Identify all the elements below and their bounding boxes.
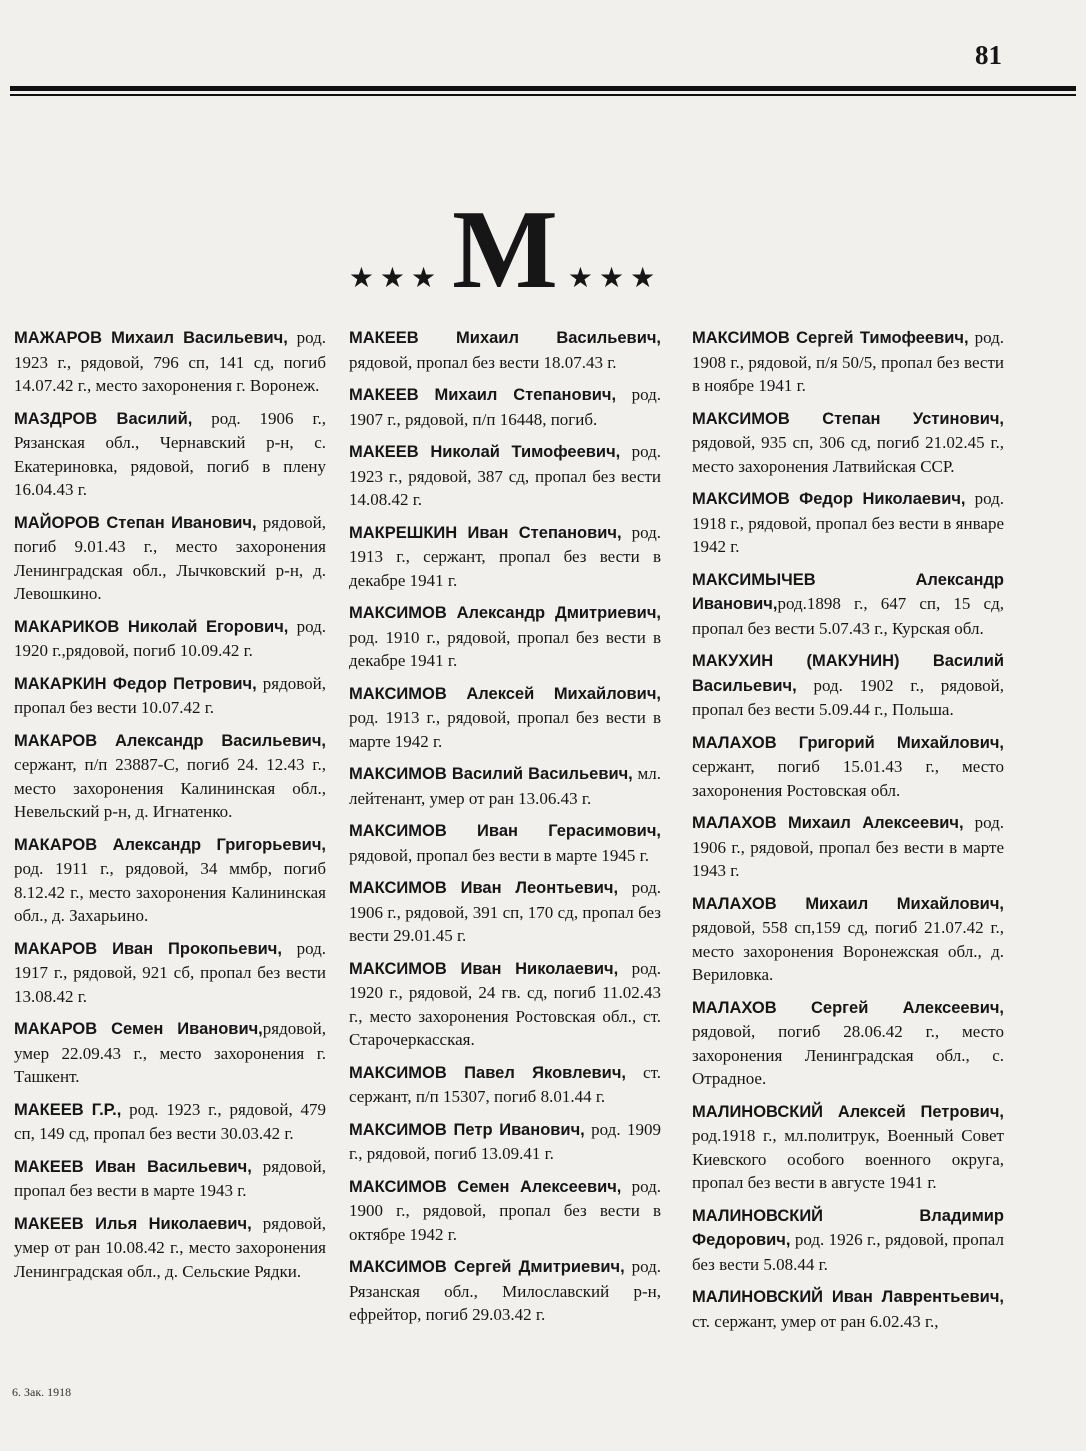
entry (14, 1098, 326, 1146)
entry-details: род. 1923 г., рядовой, 479 сп, 149 сд, пропал без вести 30.03.42 г. (14, 1099, 326, 1143)
entry-details: род. 1902 г., рядовой, пропал без вести 5.09.44 г., Польша. (692, 675, 1004, 719)
entry-details: род. 1920 г.,рядовой, погиб 10.09.42 г. (14, 616, 326, 660)
entry-details: род. 1911 г., рядовой, 34 ммбр, погиб 8.12.42 г., место захоронения Калининская обл., д. Захарьино. (14, 859, 326, 925)
entry (692, 1204, 1004, 1277)
entry-details: рядовой, 558 сп,159 сд, погиб 21.07.42 г., место захоронения Воронежская обл., д. Вериловка. (692, 918, 1004, 984)
entry-name: МАЛАХОВ Григорий Михайлович, (692, 733, 1004, 752)
entry (14, 1155, 326, 1203)
entry-details: рядовой, 935 сп, 306 сд, погиб 21.02.45 г., место захоронения Латвийская ССР. (692, 433, 1004, 476)
print-note: 6. Зак. 1918 (12, 1385, 72, 1399)
entry (349, 326, 661, 374)
entry-name: МАКСИМОВ Иван Леонтьевич, (349, 879, 619, 897)
entry (14, 833, 326, 928)
entry (692, 326, 1004, 398)
entry-details: ст. сержант, п/п 15307, погиб 8.01.44 г. (349, 1062, 661, 1106)
entry-details: род. 1926 г., рядовой, пропал без вести 5.08.44 г. (692, 1230, 1004, 1274)
entry-details: род. 1917 г., рядовой, 921 сб, пропал без вести 13.08.42 г. (14, 938, 326, 1006)
entry-name: МАКСИМОВ Алексей Михайлович, (349, 684, 661, 703)
page-number: 81 (975, 40, 1002, 70)
entry-name: МАКСИМОВ Александр Дмитриевич, (349, 604, 661, 622)
entry-details: ст. сержант, умер от ран 6.02.43 г., (692, 1311, 939, 1331)
entry-name: МАКЕЕВ Михаил Васильевич, (349, 329, 661, 347)
entry (14, 615, 326, 663)
entry-name: МАЛИНОВСКИЙ Владимир Федорович, (692, 1206, 1004, 1249)
entry (14, 672, 326, 720)
stars-left-icon: ★★★ (348, 261, 443, 294)
entry-details: род. 1923 г., рядовой, 387 сд, пропал без вести 14.08.42 г. (349, 442, 661, 509)
entry-name: МАКСИМОВ Семен Алексеевич, (349, 1177, 622, 1196)
entry-details: род. 1909 г., рядовой, погиб 13.09.41 г. (349, 1119, 661, 1163)
entry-details: род. 1906 г., рядовой, пропал без вести в марте 1943 г. (692, 813, 1004, 880)
entry-name: МАКАРКИН Федор Петрович, (14, 674, 257, 693)
entry-name: МАКЕЕВ Иван Васильевич, (14, 1157, 252, 1176)
entry (349, 1175, 661, 1247)
entry (692, 811, 1004, 883)
entry (692, 731, 1004, 803)
entry-name: МАКСИМОВ Петр Иванович, (349, 1120, 585, 1139)
entry-details: род. 1910 г., рядовой, пропал без вести в декабре 1941 г. (349, 627, 661, 670)
entry (349, 876, 661, 948)
entry-details: род. 1900 г., рядовой, пропал без вести в октябре 1942 г. (349, 1176, 661, 1244)
entry (349, 682, 661, 754)
entry (692, 1285, 1004, 1333)
entry-details: рядовой, погиб 9.01.43 г., место захоронения Ленинградская обл., Лычковский р-н, д. Левошкино. (14, 512, 326, 603)
entry-details: рядовой, пропал без вести 10.07.42 г. (14, 673, 326, 717)
entry-name: МАКАРОВ Александр Григорьевич, (14, 835, 326, 854)
stars-right-icon: ★★★ (567, 261, 662, 294)
entry (349, 440, 661, 512)
entry-name: МАКЕЕВ Николай Тимофеевич, (349, 443, 621, 461)
entry-details: род. 1906 г., рядовой, 391 сп, 170 сд, пропал без вести 29.01.45 г. (349, 878, 661, 945)
entry-name: МАЛАХОВ Михаил Алексеевич, (692, 814, 964, 832)
entry-details: род. 1906 г., Рязанская обл., Чернавский р-н, с. Екатериновка, рядовой, погиб в плену 16.04.43 г. (14, 408, 327, 499)
entry-details: род. 1918 г., рядовой, пропал без вести в январе 1942 г. (692, 489, 1004, 556)
column-3 (692, 326, 1004, 1342)
entry (349, 1255, 661, 1327)
entry (14, 407, 326, 502)
entry-details: рядовой, погиб 28.06.42 г., место захоронения Ленинградская обл., с. Отрадное. (692, 1022, 1004, 1088)
entry-details: род. 1920 г., рядовой, 24 гв. сд, погиб 11.02.43 г., место захоронения Ростовская обл., ст. Старочеркасская. (349, 958, 661, 1049)
entry-name: МАКСИМОВ Сергей Дмитриевич, (349, 1258, 625, 1276)
entry-name: МАКАРОВ Иван Прокопьевич, (14, 939, 282, 958)
entry (14, 511, 326, 606)
entry-name: МАЛИНОВСКИЙ Алексей Петрович, (692, 1102, 1004, 1121)
entry-name: МАЗДРОВ Василий, (14, 409, 193, 428)
entry (14, 1212, 326, 1284)
header-rule-thin (10, 94, 1076, 96)
entry-details: мл. лейтенант, умер от ран 13.06.43 г. (349, 764, 661, 808)
section-heading (340, 187, 670, 312)
entry (349, 1118, 661, 1166)
entry-name: МАКЕЕВ Михаил Степанович, (349, 386, 617, 404)
entry-details: род. 1907 г., рядовой, п/п 16448, погиб. (349, 385, 661, 429)
entry-details: рядовой, пропал без вести 18.07.43 г. (349, 352, 617, 372)
entry-name: МАКСИМОВ Степан Устинович, (692, 409, 1004, 428)
entry (692, 487, 1004, 559)
entry-details: рядовой, пропал без вести в марте 1943 г. (14, 1156, 327, 1200)
entry-name: МАКАРОВ Александр Васильевич, (14, 731, 326, 750)
entry (14, 937, 326, 1009)
entry-name: МАКЕЕВ Г.Р., (14, 1100, 122, 1119)
entry-name: МАКАРИКОВ Николай Егорович, (14, 617, 289, 636)
entry-name: МАКРЕШКИН Иван Степанович, (349, 523, 622, 542)
entry-name: МАКАРОВ Семен Иванович, (14, 1020, 263, 1038)
entry (349, 383, 661, 431)
entry (349, 601, 661, 673)
column-2 (349, 326, 661, 1336)
entry (14, 1017, 326, 1089)
entry-name: МАКЕЕВ Илья Николаевич, (14, 1214, 252, 1233)
column-1 (14, 326, 326, 1292)
entry-name: МАКСИМЫЧЕВ Александр Иванович, (692, 570, 1004, 613)
entry (692, 1100, 1004, 1195)
entry-name: МАКСИМОВ Иван Николаевич, (349, 959, 619, 978)
entry-details: род.1898 г., 647 сп, 15 сд, пропал без вести 5.07.43 г., Курская обл. (692, 594, 1004, 638)
entry-name: МАЖАРОВ Михаил Васильевич, (14, 329, 288, 347)
header-rule-thick (10, 86, 1076, 91)
entry (14, 326, 326, 398)
entry (692, 996, 1004, 1091)
entry (692, 649, 1004, 722)
entry-name: МАКСИМОВ Василий Васильевич, (349, 765, 633, 783)
entry-details: род. 1913 г., рядовой, пропал без вести в марте 1942 г. (349, 708, 661, 751)
entry-name: МАКСИМОВ Павел Яковлевич, (349, 1063, 626, 1082)
entry-details: род. 1908 г., рядовой, п/я 50/5, пропал без вести в ноябре 1941 г. (692, 328, 1004, 395)
entry (692, 892, 1004, 987)
entry-name: МАЛИНОВСКИЙ Иван Лаврентьевич, (692, 1288, 1004, 1306)
section-letter: М (452, 187, 558, 312)
entry-details: род. Рязанская обл., Милославский р-н, ефрейтор, погиб 29.03.42 г. (349, 1257, 661, 1324)
entry (692, 407, 1004, 479)
entry-details: сержант, п/п 23887-С, погиб 24. 12.43 г., место захоронения Калининская обл., Невельский р-н, д. Игнатенко. (14, 755, 326, 821)
entry (349, 762, 661, 810)
entry-name: МАКУХИН (МАКУНИН) Василий Васильевич, (692, 652, 1004, 695)
entry-name: МАКСИМОВ Сергей Тимофеевич, (692, 329, 969, 347)
entry (349, 1061, 661, 1109)
entry-details: рядовой, пропал без вести в марте 1945 г. (349, 845, 649, 865)
entry (692, 568, 1004, 641)
entry-name: МАКСИМОВ Иван Герасимович, (349, 822, 661, 840)
entry-name: МАЛАХОВ Сергей Алексеевич, (692, 998, 1004, 1017)
entry-details: род.1918 г., мл.политрук, Военный Совет Киевского особого военного округа, пропал без вести в августе 1941 г. (692, 1126, 1004, 1192)
entry-details: сержант, погиб 15.01.43 г., место захоронения Ростовская обл. (692, 757, 1004, 800)
entry-details: род. 1923 г., рядовой, 796 сп, 141 сд, погиб 14.07.42 г., место захоронения г. Воронеж. (14, 328, 326, 395)
entry-details: рядовой, умер от ран 10.08.42 г., место захоронения Ленинградская обл., д. Сельские Рядки. (14, 1213, 326, 1281)
entry-name: МАЛАХОВ Михаил Михайлович, (692, 894, 1004, 913)
entry (349, 819, 661, 867)
entry (349, 957, 661, 1052)
entry-name: МАКСИМОВ Федор Николаевич, (692, 490, 966, 508)
entry-details: рядовой, умер 22.09.43 г., место захоронения г. Ташкент. (14, 1019, 326, 1086)
entry (349, 521, 661, 593)
entry (14, 729, 326, 824)
entry-details: род. 1913 г., сержант, пропал без вести в декабре 1941 г. (349, 522, 661, 590)
entry-name: МАЙОРОВ Степан Иванович, (14, 513, 257, 532)
